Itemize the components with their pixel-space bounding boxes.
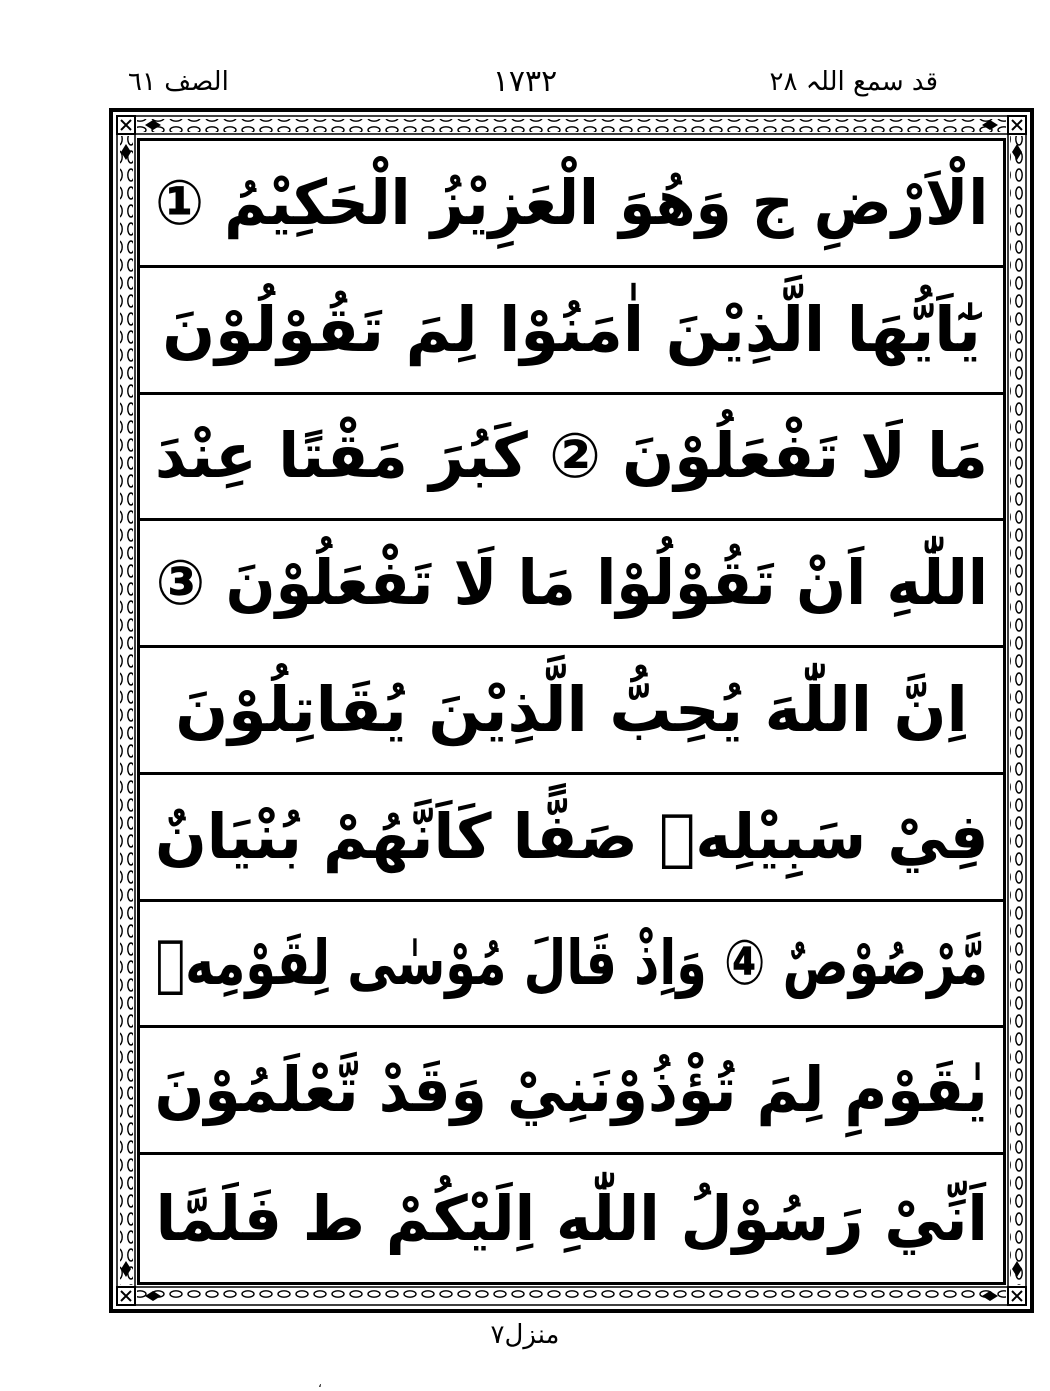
- text-line-2: [140, 268, 1003, 395]
- line-text: اَنِّيْ رَسُوْلُ اللّٰهِ اِلَيْكُمْ ط فَلَمَّا: [155, 1181, 988, 1255]
- line-text: فِيْ سَبِيْلِهٖ صَفًّا كَاَنَّهُمْ بُنْيَانٌ: [154, 799, 989, 873]
- line-text: يٰقَوْمِ لِمَ تُؤْذُوْنَنِيْ وَقَدْ تَّعْلَمُوْنَ: [154, 1053, 988, 1127]
- text-line-1: [140, 141, 1003, 268]
- line-text: مَا لَا تَفْعَلُوْنَ ② كَبُرَ مَقْتًا عِنْدَ: [154, 419, 989, 493]
- text-line-6: [140, 775, 1003, 902]
- text-area: [137, 138, 1006, 1285]
- line-text: يٰٓاَيُّهَا الَّذِيْنَ اٰمَنُوْا لِمَ تَقُوْلُوْنَ: [162, 292, 981, 366]
- surah-name: الصف ٦١: [128, 67, 229, 97]
- manzil-label: منزل٧: [490, 1320, 560, 1350]
- text-line-8: [140, 1028, 1003, 1155]
- scan-mark: ،: [318, 1376, 322, 1390]
- line-text: اِنَّ اللّٰهَ يُحِبُّ الَّذِيْنَ يُقَاتِلُوْنَ: [175, 672, 968, 746]
- line-text: اللّٰهِ اَنْ تَقُوْلُوْا مَا لَا تَفْعَلُوْنَ ③: [155, 546, 988, 620]
- text-line-5: [140, 648, 1003, 775]
- text-line-9: [140, 1155, 1003, 1282]
- juz-name: قد سمع اللہ ٢٨: [769, 67, 938, 97]
- text-line-7: [140, 902, 1003, 1029]
- text-line-4: [140, 521, 1003, 648]
- text-line-3: [140, 395, 1003, 522]
- line-text: مَّرْصُوْصٌ ④ وَاِذْ قَالَ مُوْسٰى لِقَوْمِهٖ: [155, 926, 988, 1000]
- page-number: ١٧٣٢: [492, 64, 558, 99]
- line-text: الْاَرْضِ ج وَهُوَ الْعَزِيْزُ الْحَكِيْمُ ①: [154, 165, 989, 239]
